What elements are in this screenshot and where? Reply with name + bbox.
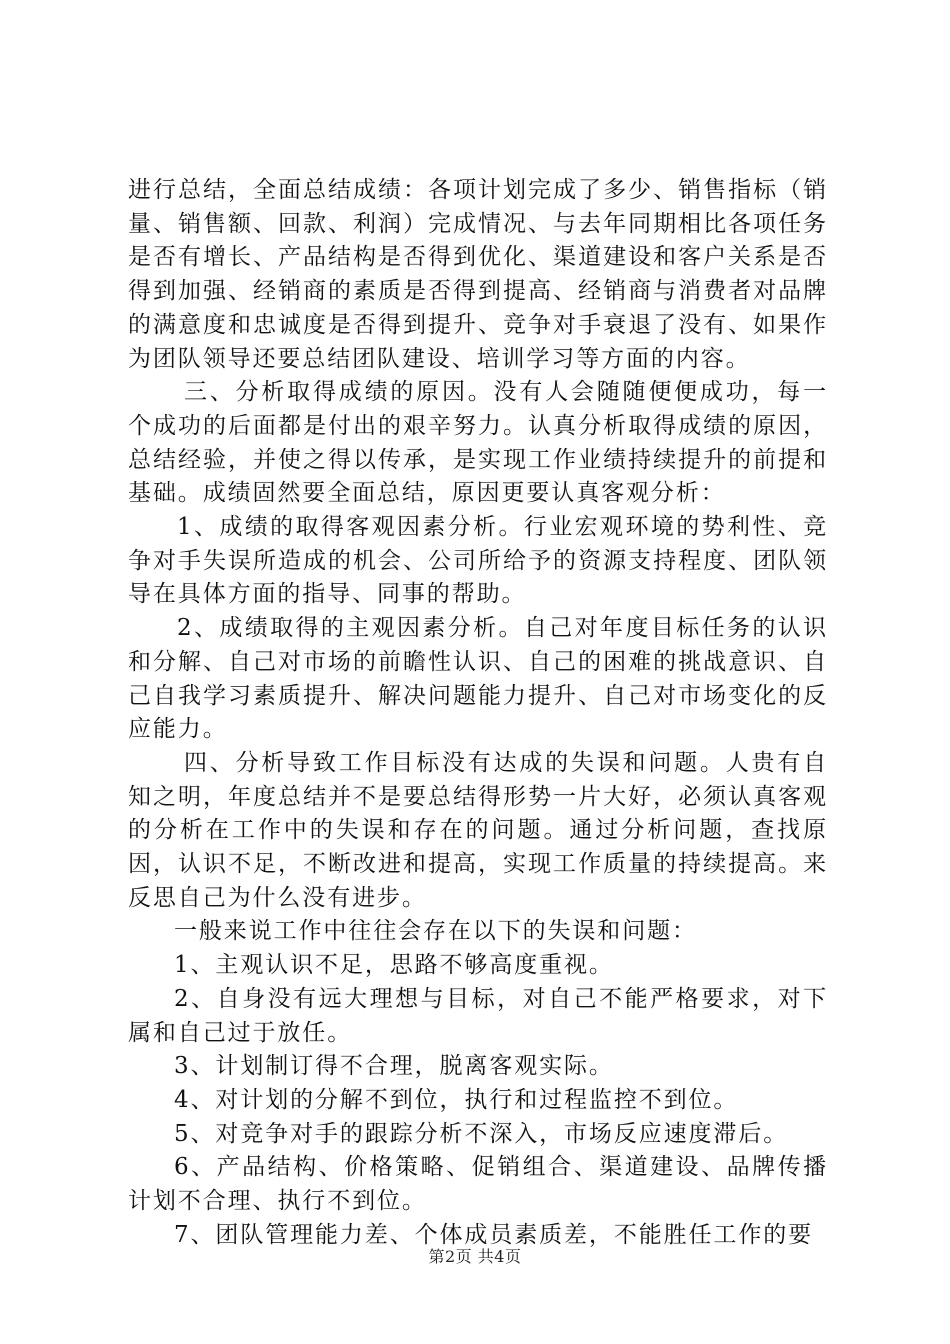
list-item-issue-3: 3、计划制订得不合理，脱离客观实际。: [174, 1053, 614, 1080]
list-item-issue-5: 5、对竞争对手的跟踪分析不深入，市场反应速度滞后。: [174, 1120, 789, 1147]
list-item-issue-2: 2、自身没有远大理想与目标，对自己不能严格要求，对下属和自己过于放任。: [128, 985, 828, 1046]
page-number-footer: 第2页 共4页: [428, 1247, 522, 1266]
paragraph-section-four: 四、分析导致工作目标没有达成的失误和问题。人贵有自知之明，年度总结并不是要总结得形势一片大好，必须认真客观的分析在工作中的失误和存在的问题。通过分析问题，查找原因，认识不足，不断改进和提高，实现工作质量的持续提高。来反思自己为什么没有进步。: [128, 749, 828, 911]
paragraph-objective-factors: 1、成绩的取得客观因素分析。行业宏观环境的势利性、竞争对手失误所造成的机会、公司所给予的资源支持程度、团队领导在具体方面的指导、同事的帮助。: [128, 514, 828, 608]
list-item-issue-1: 1、主观认识不足，思路不够高度重视。: [174, 952, 614, 979]
list-item-issue-7: 7、团队管理能力差、个体成员素质差，不能胜任工作的要: [174, 1221, 814, 1248]
list-item-issue-6: 6、产品结构、价格策略、促销组合、渠道建设、品牌传播计划不合理、执行不到位。: [128, 1154, 828, 1215]
list-item-issue-4: 4、对计划的分解不到位，执行和过程监控不到位。: [174, 1086, 739, 1113]
paragraph-section-three: 三、分析取得成绩的原因。没有人会随随便便成功，每一个成功的后面都是付出的艰辛努力。认真分析取得成绩的原因，总结经验，并使之得以传承，是实现工作业绩持续提升的前提和基础。成绩固然要全面总结，原因更要认真客观分析：: [128, 379, 828, 507]
paragraph-subjective-factors: 2、成绩取得的主观因素分析。自己对年度目标任务的认识和分解、自己对市场的前瞻性认识、自己的困难的挑战意识、自己自我学习素质提升、解决问题能力提升、自己对市场变化的反应能力。: [128, 615, 828, 743]
document-body: [128, 174, 828, 1253]
paragraph-issues-intro: 一般来说工作中往往会存在以下的失误和问题：: [174, 918, 697, 945]
paragraph-summary-achievements: 进行总结，全面总结成绩：各项计划完成了多少、销售指标（销量、销售额、回款、利润）完成情况、与去年同期相比各项任务是否有增长、产品结构是否得到优化、渠道建设和客户关系是否得到加强、经销商的素质是否得到提高、经销商与消费者对品牌的满意度和忠诚度是否得到提升、竞争对手衰退了没有、如果作为团队领导还要总结团队建设、培训学习等方面的内容。: [128, 177, 828, 372]
